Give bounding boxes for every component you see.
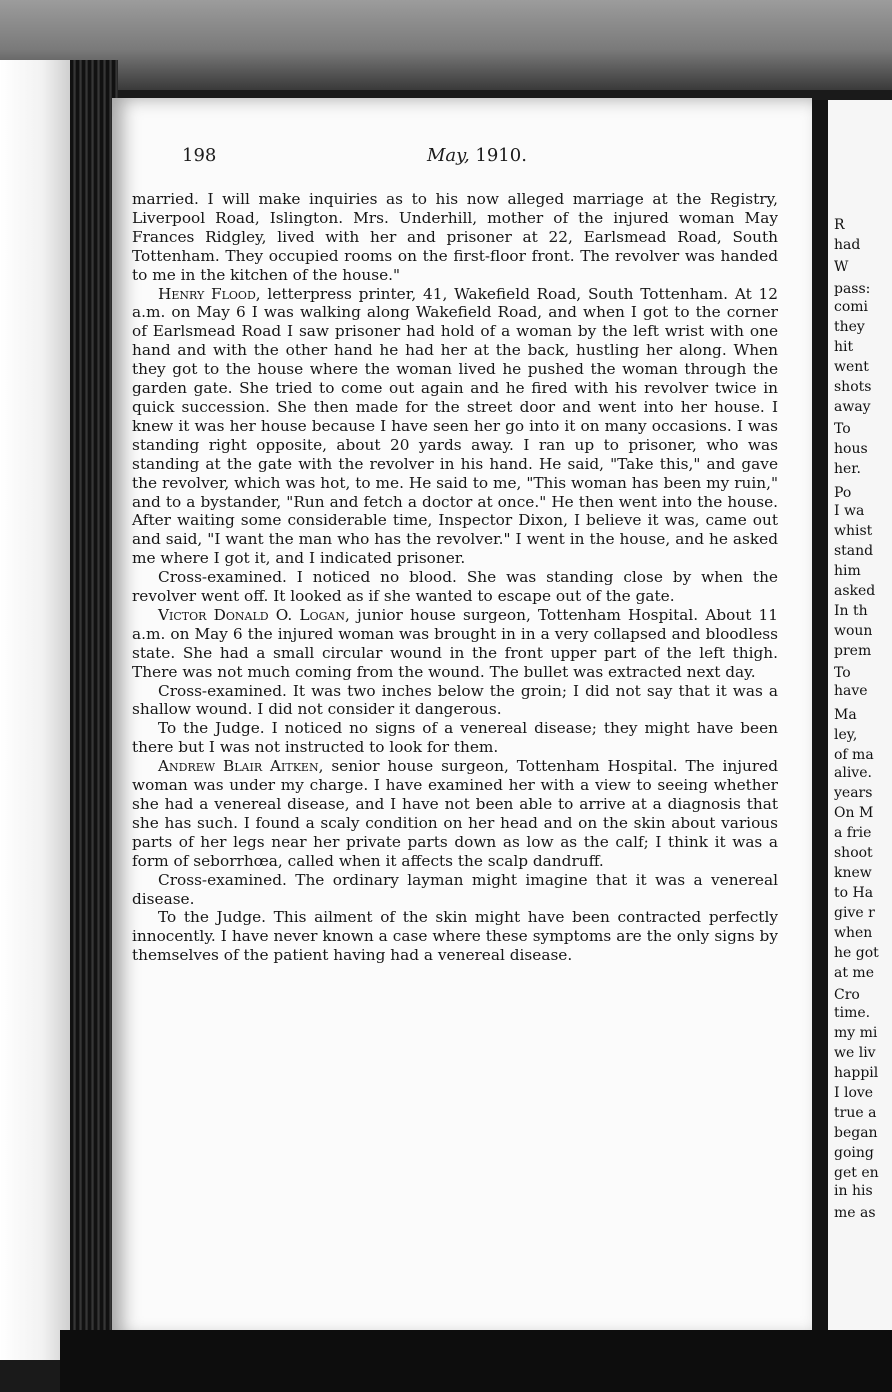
facing-page-fragment: true a [834, 1105, 877, 1121]
facing-page-fragment: pass: [834, 281, 871, 297]
witness-name: Andrew Blair Aitken, [158, 757, 324, 776]
paragraph [132, 871, 778, 909]
paragraph-text: letterpress printer, 41, Wakefield Road, South Tottenham. At 12 a.m. on May 6 I was walking along Wakefield Road, and when I got to the corner of Earlsmead Road I saw prisoner had hold of a woman by the left wrist with one hand and with the other hand he had her at the back, hustling her along. When they got to the house where the woman lived he pushed the woman through the garden gate. She tried to come out again and he fired with his revolver twice in quick succession. She then made for the street door and went into her house. I knew it was her house because I have seen her go into it on many occasions. I was standing right opposite, about 20 yards away. I ran up to prisoner, who was standing at the gate with the revolver in his hand. He said, "Take this," and gave the revolver, which was hot, to me. He said to me, "This woman has been my ruin," and to a bystander, "Run and fetch a doctor at once." He then went into the house. After waiting some considerable time, Inspector Dixon, I believe it was, came out and said, "I want the man who has the revolver." I went in the house, and he asked me where I got it, and I indicated prisoner. [132, 284, 778, 568]
body-text [132, 190, 778, 965]
facing-page-fragment: W [834, 259, 849, 275]
paragraph [132, 190, 778, 285]
facing-page-fragment: On M [834, 805, 874, 821]
facing-page-fragment: Ma [834, 707, 857, 723]
facing-page-fragment: R [834, 217, 845, 233]
page-header [182, 145, 742, 173]
facing-page-fragment: To [834, 665, 851, 681]
facing-page-fragment: to Ha [834, 885, 874, 901]
running-head-year: 1910. [469, 145, 527, 166]
facing-page-fragment: years [834, 785, 873, 801]
facing-page-fragment: hous [834, 441, 868, 457]
facing-page-fragment: at me [834, 965, 874, 981]
witness-name: Victor Donald O. Logan, [158, 605, 350, 624]
facing-page-fragment: shoot [834, 845, 873, 861]
running-head [427, 145, 527, 166]
facing-page-fragment: him [834, 563, 861, 579]
facing-page-fragment: have [834, 683, 868, 699]
facing-page-fragment: going [834, 1145, 874, 1161]
facing-page-fragment: of ma [834, 747, 874, 763]
facing-page-fragment: he got [834, 945, 879, 961]
paragraph [132, 719, 778, 757]
facing-page-fragment: asked [834, 583, 876, 599]
facing-page-fragment: went [834, 359, 869, 375]
facing-page-fragment: away [834, 399, 871, 415]
facing-page-fragment: prem [834, 643, 872, 659]
paragraph [132, 757, 778, 870]
facing-page-fragment: knew [834, 865, 872, 881]
facing-page-fragment: had [834, 237, 861, 253]
paragraph-text: Cross-examined. The ordinary layman might imagine that it was a venereal disease. [132, 870, 778, 908]
scan-left-margin [0, 60, 70, 1360]
facing-page-fragment: in his [834, 1183, 873, 1199]
facing-page-fragment: when [834, 925, 873, 941]
paragraph [132, 285, 778, 569]
paragraph [132, 568, 778, 606]
page-gutter [812, 100, 828, 1330]
running-head-month: May, [427, 145, 470, 166]
facing-page-fragment: stand [834, 543, 874, 559]
paragraph-text: married. I will make inquiries as to his now alleged marriage at the Registry, Liverpool Road, Islington. Mrs. Underhill, mother of the injured woman May Frances Ridgley, lived with her and prisoner at 22, Earlsmead Road, South Tottenham. They occupied rooms on the first-floor front. The revolver was handed to me in the kitchen of the house." [132, 190, 778, 284]
facing-page-fragment: I love [834, 1085, 874, 1101]
paragraph-text: senior house surgeon, Tottenham Hospital. The injured woman was under my charge. I have examined her with a view to seeing whether she had a venereal disease, and I have not been able to arrive at a diagnosis that she has such. I found a scaly condition on her head and on the skin about various parts of her legs near her private parts down as low as the calf; I think it was a form of seborrhœa, called when it affects the scalp dandruff. [132, 757, 778, 870]
scan-top-edge [0, 0, 892, 90]
facing-page-fragment: began [834, 1125, 878, 1141]
paragraph-text: To the Judge. I noticed no signs of a venereal disease; they might have been there but I was not instructed to look for them. [132, 719, 778, 757]
facing-page-fragment: me as [834, 1205, 876, 1221]
facing-page-fragment: a frie [834, 825, 872, 841]
facing-page-fragment: they [834, 319, 865, 335]
paragraph-text: Cross-examined. It was two inches below the groin; I did not say that it was a shallow wound. I did not consider it dangerous. [132, 681, 778, 719]
paragraph [132, 606, 778, 682]
book-binding [70, 60, 118, 1360]
facing-page-fragment: ley, [834, 727, 858, 743]
paragraph [132, 682, 778, 720]
facing-page-fragment: shots [834, 379, 872, 395]
paragraph-text: junior house surgeon, Tottenham Hospital. About 11 a.m. on May 6 the injured woman was brought in in a very collapsed and bloodless state. She had a small circular wound in the front upper part of the left thigh. There was not much coming from the wound. The bullet was extracted next day. [132, 605, 779, 681]
paragraph-text: To the Judge. This ailment of the skin might have been contracted perfectly innocently. I have never known a case where these symptoms are the only signs by themselves of the patient having had a venereal disease. [132, 908, 778, 965]
facing-page-fragment: give r [834, 905, 875, 921]
facing-page-fragment: her. [834, 461, 861, 477]
facing-page-fragment: time. [834, 1005, 871, 1021]
facing-page-fragment: whist [834, 523, 873, 539]
witness-name: Henry Flood, [158, 284, 261, 303]
facing-page-fragment: hit [834, 339, 854, 355]
facing-page-fragment: woun [834, 623, 873, 639]
page-number: 198 [182, 145, 217, 166]
facing-page-fragment: Po [834, 485, 852, 501]
facing-page-fragment: comi [834, 299, 869, 315]
facing-page-fragment: get en [834, 1165, 879, 1181]
paragraph [132, 908, 778, 965]
facing-page-edge [828, 100, 892, 1330]
facing-page-fragment: my mi [834, 1025, 878, 1041]
paragraph-text: Cross-examined. I noticed no blood. She was standing close by when the revolver went off. It looked as if she wanted to escape out of the gate. [132, 568, 778, 606]
facing-page-fragment: happil [834, 1065, 879, 1081]
facing-page-fragment: In th [834, 603, 868, 619]
facing-page-fragment: I wa [834, 503, 865, 519]
scan-bottom-edge [60, 1330, 892, 1392]
facing-page-fragment: we liv [834, 1045, 876, 1061]
facing-page-fragment: alive. [834, 765, 872, 781]
facing-page-fragment: To [834, 421, 851, 437]
facing-page-fragment: Cro [834, 987, 860, 1003]
